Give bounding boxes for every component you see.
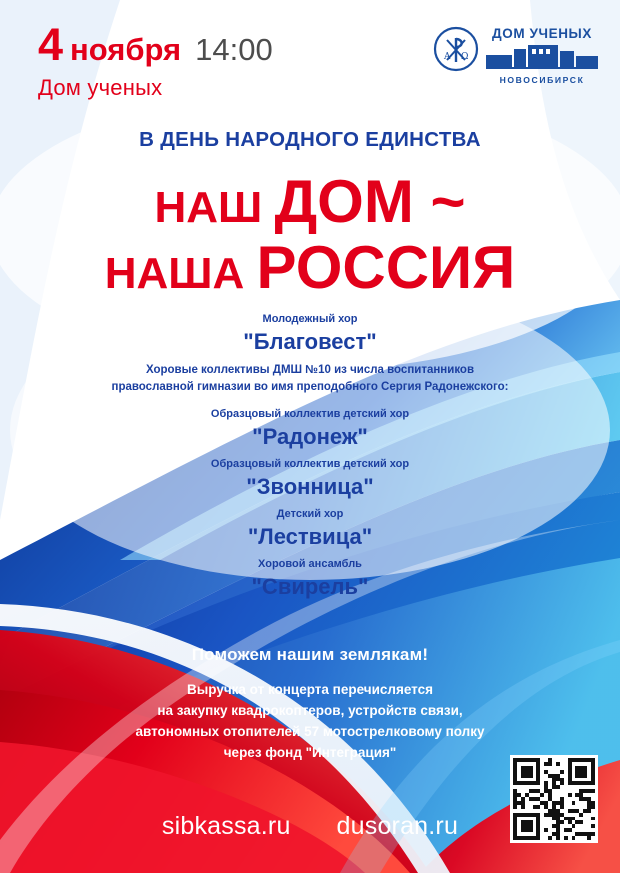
svg-text:A: A <box>444 52 451 62</box>
help-call-to-action: Поможем нашим землякам! <box>191 645 429 664</box>
program-item-name: "Благовест" <box>243 328 377 354</box>
link-sibkassa[interactable]: sibkassa.ru <box>161 812 291 840</box>
organization-logo <box>433 26 598 85</box>
program-list <box>0 312 620 607</box>
program-item-label: Образцовый коллектив детский хор <box>210 457 410 470</box>
program-item-name: "Звонница" <box>246 473 374 499</box>
program-item-label: Молодежный хор <box>262 313 358 325</box>
help-line-3: автономных отопителей 57 мотострелковому полку <box>135 723 485 739</box>
program-item-name: "Радонеж" <box>252 423 368 449</box>
event-month: ноября <box>70 32 182 67</box>
logo-title: ДОМ УЧЕНЫХ <box>492 26 592 41</box>
main-title-line2-part2: РОССИЯ <box>256 234 516 301</box>
logo-textblock <box>486 26 598 85</box>
program-item-label: Образцовый коллектив детский хор <box>210 407 410 420</box>
program-note-line2: православной гимназии во имя преподобного Сергия Радонежского: <box>111 381 509 394</box>
program-item-label: Хоровой ансамбль <box>258 558 362 570</box>
help-line-1: Выручка от концерта перечисляется <box>186 682 434 697</box>
event-time: 14:00 <box>195 32 273 67</box>
program-note-line1: Хоровые коллективы ДМШ №10 из числа воспитанников <box>145 364 475 377</box>
svg-text:Ω: Ω <box>461 52 469 62</box>
main-title-line-2 <box>0 234 620 301</box>
program-item-name: "Свирель" <box>251 573 369 599</box>
help-line-4: через фонд "Интеграция" <box>223 744 397 760</box>
program-note <box>0 362 620 397</box>
event-day: 4 <box>38 19 63 70</box>
logo-subtitle: НОВОСИБИРСК <box>499 75 585 85</box>
unity-day-line: В ДЕНЬ НАРОДНОГО ЕДИНСТВА <box>139 128 481 151</box>
chi-rho-alpha-omega-icon <box>433 26 479 72</box>
link-dusoran[interactable]: dusoran.ru <box>336 812 459 840</box>
qr-code-grid <box>513 758 595 840</box>
main-title-line2-part1: НАША <box>104 249 257 298</box>
help-line-2: на закупку квадрокоптеров, устройств связи, <box>157 702 463 718</box>
main-title-line1-part1: НАШ <box>154 183 275 232</box>
main-title-line-1 <box>0 168 620 235</box>
building-icon <box>486 43 598 74</box>
help-description <box>0 680 620 764</box>
event-venue: Дом ученых <box>38 75 163 100</box>
main-title-line1-part2: ДОМ ~ <box>274 168 466 235</box>
program-item-name: "Лествица" <box>247 523 373 549</box>
program-item-label: Детский хор <box>276 507 344 520</box>
qr-code-icon[interactable] <box>510 755 598 843</box>
